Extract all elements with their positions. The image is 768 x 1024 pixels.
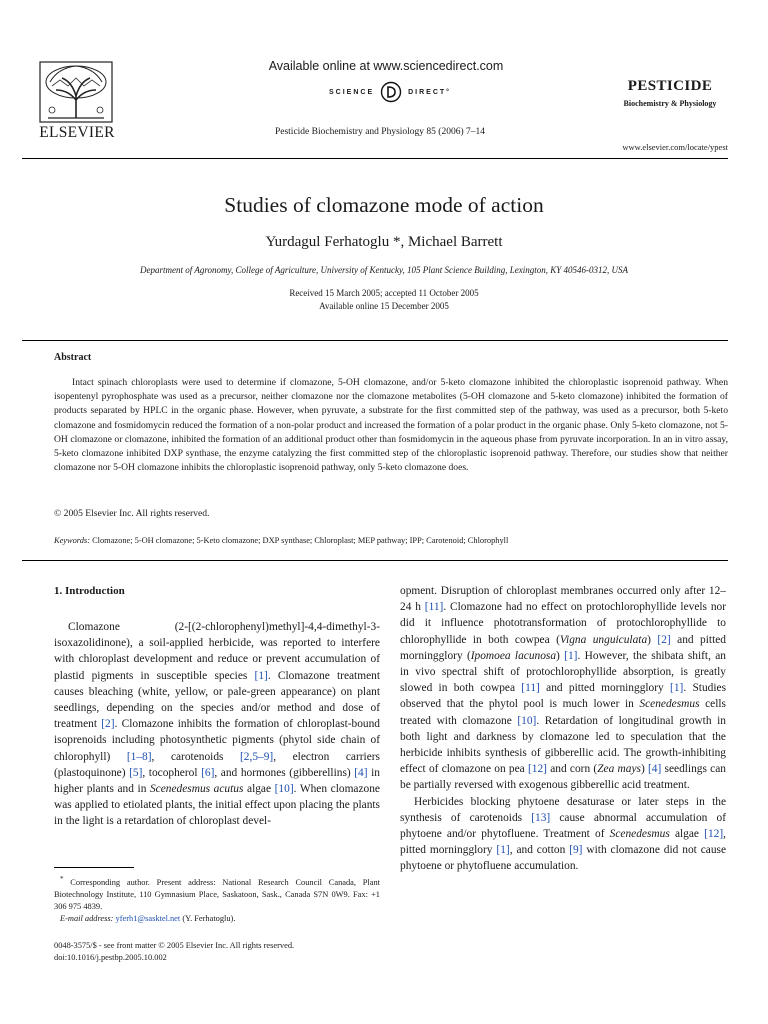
citation-link[interactable]: [2,5–9]: [240, 750, 274, 763]
abstract-heading: Abstract: [54, 352, 92, 363]
intro-paragraph-2: Herbicides blocking phytoene desaturase or later steps in the synthesis of carotenoids [13] cause abnormal accumulation of phytoene and/or phytofluene. Treatment of Scenedesmus algae [12], pitted morningglory [1], and cotton [9] with clomazone did not cause phytoene or phytofluene accumulation.: [400, 795, 727, 873]
citation-link[interactable]: [11]: [424, 601, 444, 614]
citation-link[interactable]: [2]: [101, 718, 115, 731]
email-suffix: (Y. Ferhatoglu).: [180, 914, 236, 924]
footnote-rule: [54, 867, 134, 868]
citation-link[interactable]: [1]: [564, 649, 578, 662]
citation-link[interactable]: [12]: [704, 828, 724, 841]
citation-link[interactable]: [1]: [496, 844, 510, 857]
available-online-text: Available online at www.sciencedirect.com: [268, 59, 504, 73]
header-rule: [22, 158, 728, 159]
received-date: Received 15 March 2005; accepted 11 October 2005: [289, 288, 479, 298]
sciencedirect-d-icon: [380, 81, 402, 103]
keywords: [54, 536, 728, 545]
keywords-label: Keywords:: [54, 536, 90, 545]
article-authors: Yurdagul Ferhatoglu *, Michael Barrett: [265, 234, 503, 250]
journal-url[interactable]: www.elsevier.com/locate/ypest: [622, 142, 728, 152]
issn-line: 0048-3575/$ - see front matter © 2005 Elsevier Inc. All rights reserved.: [54, 941, 295, 950]
sciencedirect-left-text: SCIENCE: [329, 88, 375, 96]
citation-link[interactable]: [1]: [670, 682, 684, 695]
species-name: Scenedesmus acutus: [149, 783, 244, 796]
keywords-text: Clomazone; 5-OH clomazone; 5-Keto clomazone; DXP synthase; Chloroplast; MEP pathway; IPP; Carotenoid; Chlorophyll: [92, 536, 509, 545]
email-label: E-mail address:: [60, 914, 114, 924]
left-column: [54, 619, 380, 830]
citation-link[interactable]: [10]: [517, 714, 537, 727]
footnote-text: [54, 873, 380, 913]
citation-link[interactable]: [1]: [254, 669, 268, 682]
abstract-top-rule: [22, 340, 728, 341]
citation-link[interactable]: [4]: [354, 766, 368, 779]
species-name: Scenedesmus: [639, 698, 700, 711]
citation-link[interactable]: [1–8]: [126, 750, 152, 763]
citation-link[interactable]: [2]: [657, 633, 671, 646]
citation-link[interactable]: [4]: [647, 763, 662, 776]
email-link[interactable]: yferh1@sasktel.net: [115, 914, 181, 924]
species-name: Scenedesmus: [609, 828, 670, 841]
citation-link[interactable]: [12]: [527, 763, 547, 776]
citation-link[interactable]: [11]: [521, 682, 540, 695]
sciencedirect-logo: [280, 80, 500, 104]
citation-link[interactable]: [9]: [569, 844, 583, 857]
species-name: Zea mays: [597, 763, 641, 776]
citation-link[interactable]: [10]: [274, 783, 294, 796]
section-heading-introduction: 1. Introduction: [54, 585, 125, 597]
footnote-email: [54, 913, 380, 925]
author-affiliation: Department of Agronomy, College of Agriculture, University of Kentucky, 105 Plant Science Building, Lexington, KY 40546-0312, USA: [140, 265, 628, 275]
page-footer: [54, 940, 454, 964]
citation-link[interactable]: [6]: [201, 766, 215, 779]
abstract-bottom-rule: [22, 560, 728, 561]
abstract-copyright: © 2005 Elsevier Inc. All rights reserved.: [54, 508, 210, 519]
species-name: Ipomoea lacunosa: [470, 649, 557, 662]
footnote-body: Corresponding author. Present address: National Research Council Canada, Plant Biotechnology Institute, 110 Gymnasium Place, Saskatoon, Sask., Canada S7N 0W9. Fax: +1 306 975 4839.: [54, 877, 380, 912]
corresponding-author-footnote: [54, 873, 380, 926]
footnote-marker: *: [60, 875, 64, 883]
abstract-body: [54, 376, 728, 475]
journal-subtitle: Biochemistry & Physiology: [623, 99, 717, 108]
citation-link[interactable]: [13]: [531, 811, 551, 824]
right-column: [400, 583, 726, 875]
sciencedirect-right-text: DIRECT°: [408, 88, 451, 96]
journal-citation: Pesticide Biochemistry and Physiology 85 (2006) 7–14: [274, 127, 486, 137]
article-title: Studies of clomazone mode of action: [224, 193, 544, 217]
article-dates: [22, 287, 746, 313]
intro-paragraph-1: Clomazone (2-[(2-chlorophenyl)methyl]-4,4-dimethyl-3-isoxazolidinone), a soil-applied herbicide, was reported to interfere with chloroplast development and reduce or prevent accumulation of plastid pigments in susceptible species [1]. Clomazone treatment causes bleaching (white, yellow, or pale-green appearance) on plant seedlings, depending on the species and/or method and dose of treatment [2]. Clomazone inhibits the formation of chloroplast-bound isoprenoids including photosynthetic pigments (phytol side chain of chlorophyll) [1–8], carotenoids [2,5–9], electron carriers (plastoquinone) [5], tocopherol [6], and hormones (gibberellins) [4] in higher plants and in Scenedesmus acutus algae [10]. When clomazone was applied to etiolated plants, the initial effect upon placing the plants in the light is a retardation of chloroplast devel-: [54, 621, 381, 828]
doi-line[interactable]: doi:10.1016/j.pestbp.2005.10.002: [54, 953, 167, 963]
intro-paragraph-1-continued: opment. Disruption of chloroplast membranes occurred only after 12–24 h [11]. Clomazone had no effect on protochlorophyllide levels nor did it influence phototransformation of protochlorophyllide to chlorophyllide in both cowpea (Vigna unguiculata) [2] and pitted morningglory (Ipomoea lacunosa) [1]. However, the shibata shift, an in vivo spectral shift of protochlorophyllide absorption, is greatly slowed in both cowpea [11] and pitted morningglory [1]. Studies observed that the phytol pool is much lower in Scenedesmus cells treated with clomazone [10]. Retardation of longitudinal growth in both light and darkness by clomazone led to speculation that the herbicide inhibits synthesis of gibberellic acid. The growth-inhibiting effect of clomazone on pea [12] and corn (Zea mays) [4] seedlings can be partially reversed with exogenous gibberellic acid treatment.: [400, 585, 727, 792]
species-name: Vigna unguiculata: [559, 633, 648, 646]
citation-link[interactable]: [5]: [129, 766, 143, 779]
journal-name: PESTICIDE: [627, 78, 713, 94]
online-date: Available online 15 December 2005: [319, 301, 449, 311]
publisher-name: ELSEVIER: [39, 124, 115, 141]
elsevier-tree-logo: [38, 60, 114, 124]
abstract-text: Intact spinach chloroplasts were used to determine if clomazone, 5-OH clomazone, and/or 5-keto clomazone inhibited the chloroplastic isoprenoid pathway. When isopentenyl pyrophosphate was used as a precursor, neither clomazone nor the clomazone metabolites (5-OH clomazone and 5-keto clomazone) inhibited the formation of products separated by HPLC in the organic phase. However, when pyruvate, a substrate for the first committed step of the pathway, was used as a precursor, both 5-keto clomazone and fosmidomycin reduced the formation of a non-polar product and increased the formation of a polar product in the organic phase. Only 5-keto clomazone, not 5-OH clomazone or clomazone, inhibited the formation of an additional product other than fosmidomycin in the aqueous phase from pyruvate incorporation. In an in vitro assay, 5-keto clomazone inhibited DXP synthase, the enzyme catalyzing the first committed step of the chloroplastic isoprenoid pathway. Therefore, our studies show that neither clomazone nor 5-OH clomazone inhibits the chloroplastic isoprenoid pathway, only 5-keto clomazone does.: [54, 377, 728, 474]
